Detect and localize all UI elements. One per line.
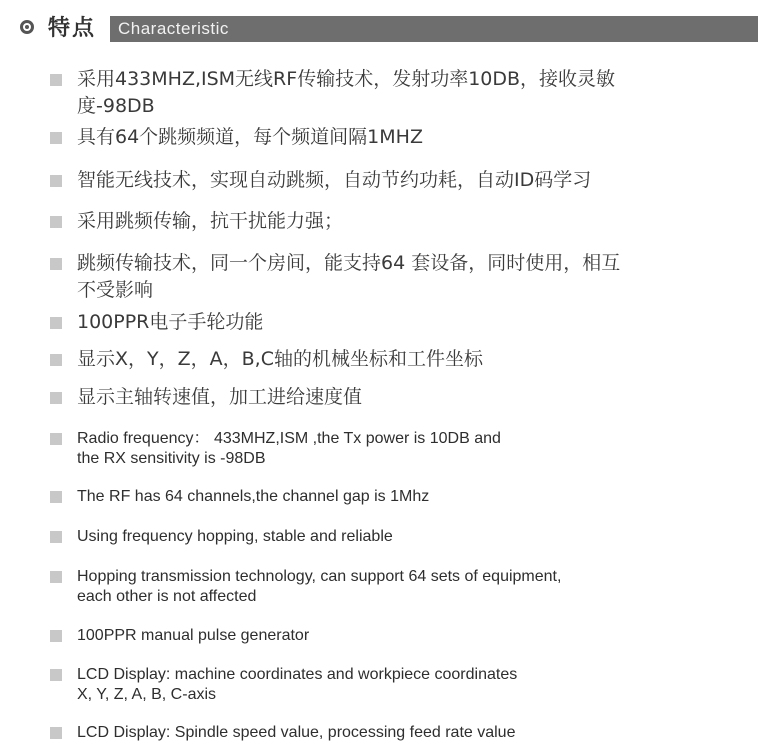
feature-line: 显示X，Y，Z，A，B,C轴的机械坐标和工件坐标 [77,348,483,370]
circle-bullet-icon [20,20,34,34]
section-title-bar [110,16,758,42]
section-title-en: Characteristic [118,19,229,38]
square-bullet-icon [50,571,62,583]
square-bullet-icon [50,354,62,366]
feature-line: 智能无线技术，实现自动跳频，自动节约功耗，自动ID码学习 [77,169,592,191]
square-bullet-icon [50,175,62,187]
feature-line: X, Y, Z, A, B, C-axis [77,686,217,703]
square-bullet-icon [50,433,62,445]
feature-line: LCD Display: machine coordinates and workpiece coordinates [77,666,518,683]
feature-line: each other is not affected [77,588,257,605]
feature-line: 采用跳频传输，抗干扰能力强； [77,210,344,232]
feature-line: 度-98DB [77,95,155,117]
feature-line: Using frequency hopping, stable and reliable [77,528,393,545]
feature-line: 具有64个跳频频道，每个频道间隔1MHZ [77,126,423,148]
square-bullet-icon [50,392,62,404]
feature-line: The RF has 64 channels,the channel gap is 1Mhz [77,488,430,505]
section-header [20,14,758,44]
feature-line: 100PPR manual pulse generator [77,627,310,644]
square-bullet-icon [50,74,62,86]
square-bullet-icon [50,531,62,543]
square-bullet-icon [50,727,62,739]
feature-line: Radio frequency： 433MHZ,ISM ,the Tx power is 10DB and [77,430,501,447]
square-bullet-icon [50,317,62,329]
feature-line: Hopping transmission technology, can support 64 sets of equipment, [77,568,562,585]
feature-line: 跳频传输技术，同一个房间，能支持64 套设备，同时使用，相互 [77,252,621,274]
section-title-cn: 特点 [48,16,97,41]
feature-line: 采用433MHZ,ISM无线RF传输技术，发射功率10DB，接收灵敏 [77,68,616,90]
feature-line: 不受影响 [77,279,154,301]
feature-line: LCD Display: Spindle speed value, processing feed rate value [77,724,516,741]
square-bullet-icon [50,491,62,503]
feature-line: the RX sensitivity is -98DB [77,450,266,467]
feature-line: 100PPR电子手轮功能 [77,311,264,333]
square-bullet-icon [50,216,62,228]
square-bullet-icon [50,132,62,144]
square-bullet-icon [50,669,62,681]
feature-line: 显示主轴转速值，加工进给速度值 [77,386,363,408]
square-bullet-icon [50,258,62,270]
square-bullet-icon [50,630,62,642]
